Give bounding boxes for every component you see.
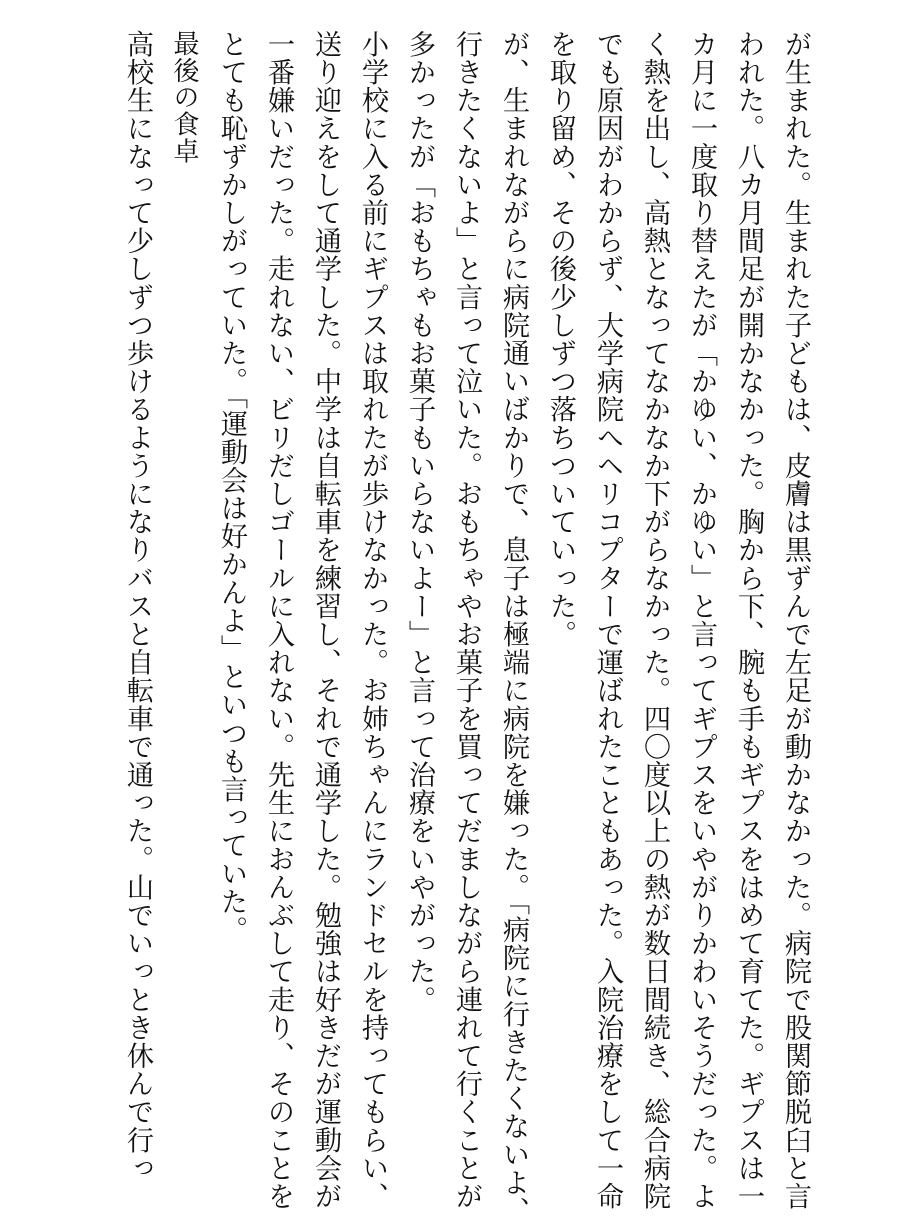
text-column-8: 行きたくないよ」と言って泣いた。おもちゃやお菓子を買ってだましながら連れて行くことが	[451, 30, 482, 1211]
text-column-10: 小学校に入る前にギプスは取れたが歩けなかった。お姉ちゃんにランドセルを持ってもらい、	[357, 30, 388, 1211]
section-heading: 最後の食卓	[169, 30, 199, 165]
section-first-line: 高校生になって少しずつ歩けるようになりバスと自転車で通った。山でいっとき休んで行っ	[122, 30, 153, 1183]
text-column-6: を取り留め、その後少しずつ落ちついていった。	[545, 30, 576, 649]
text-column-11: 送り迎えをして通学した。中学は自転車を練習し、それで通学した。勉強は好きだが運動会が	[310, 30, 341, 1211]
text-column-2: われた。八カ月間足が開かなかった。胸から下、腕も手もギプスをはめて育てた。ギプスは一	[733, 30, 764, 1211]
text-column-12: 一番嫌いだった。走れない、ビリだしゴールに入れない。先生におんぶして走り、そのことを	[263, 30, 294, 1211]
text-column-5: でも原因がわからず、大学病院へヘリコプターで運ばれたこともあった。入院治療をして一命	[592, 30, 623, 1211]
text-column-7: が、生まれながらに病院通いばかりで、息子は極端に病院を嫌った。「病院に行きたくないよ、	[498, 30, 529, 1225]
text-column-4: く熱を出し、高熱となってなかなか下がらなかった。四〇度以上の熱が数日間続き、総合病院	[639, 30, 670, 1211]
text-column-1: が生まれた。生まれた子どもは、皮膚は黒ずんで左足が動かなかった。病院で股関節脱臼と言	[780, 30, 811, 1211]
text-column-13: とても恥ずかしがっていた。「運動会は好かんよ」といつも言っていた。	[216, 30, 247, 944]
text-column-9: 多かったが「おもちゃもお菓子もいらないよー」と言って治療をいやがった。	[404, 30, 435, 1014]
text-column-3: カ月に一度取り替えたが「かゆい、かゆい」と言ってギプスをいやがりかわいそうだった。よ	[686, 30, 717, 1211]
